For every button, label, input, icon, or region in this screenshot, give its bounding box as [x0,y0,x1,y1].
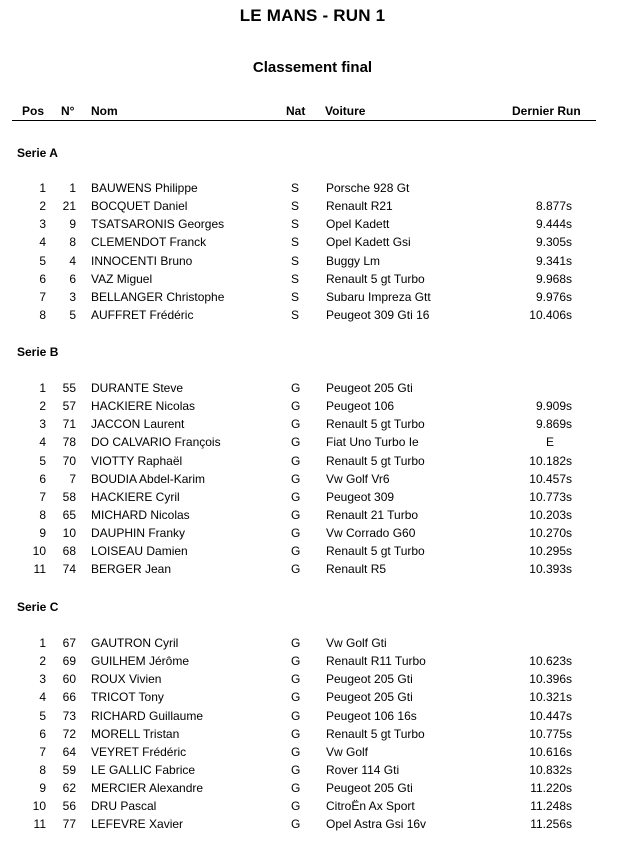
cell-num: 3 [69,289,76,304]
cell-nat: S [291,235,300,250]
cell-pos: 1 [39,181,46,195]
cell-num: 8 [69,235,76,250]
cell-nat: G [291,654,301,669]
cell-nom: VIOTTY Raphaël [91,453,183,468]
cell-nom: BAUWENS Philippe [91,181,198,195]
table-row [0,634,625,652]
cell-nat: G [291,744,301,759]
cell-nat: G [291,453,301,468]
table-row [0,779,625,797]
cell-nom: LEFEVRE Xavier [91,817,184,832]
header-nat: Nat [286,104,306,118]
cell-dernier-run: 9.305s [535,235,572,250]
cell-nat: G [291,672,301,687]
cell-nat: G [291,636,301,650]
table-row [0,415,625,433]
cell-dernier-run: 10.321s [529,690,572,705]
table-row [0,670,625,688]
cell-voiture: Peugeot 106 [326,399,395,414]
cell-nom: VAZ Miguel [91,271,153,286]
cell-pos: 10 [32,799,46,814]
cell-nat: S [291,271,300,286]
cell-voiture: Renault 5 gt Turbo [326,271,425,286]
cell-nat: S [291,253,300,268]
cell-dernier-run: 10.270s [529,526,572,541]
cell-nat: G [291,544,301,559]
cell-nat: G [291,435,301,450]
cell-voiture: Peugeot 205 Gti [326,672,413,687]
cell-nom: TSATSARONIS Georges [91,217,225,232]
table-row [0,270,625,288]
table-row [0,452,625,470]
serie-b-label: Serie B [17,345,59,359]
cell-nat: G [291,799,301,814]
cell-nom: MERCIER Alexandre [91,781,204,796]
cell-pos: 1 [39,381,46,395]
cell-voiture: Vw Corrado G60 [326,526,416,541]
cell-pos: 11 [33,562,46,577]
cell-dernier-run: E [545,435,554,450]
cell-voiture: Renault 5 gt Turbo [326,544,425,559]
header-dernier-run: Dernier Run [512,104,581,118]
cell-num: 67 [62,636,76,650]
cell-nat: G [291,381,301,395]
cell-num: 10 [62,526,76,541]
cell-num: 69 [62,654,76,669]
cell-pos: 7 [39,289,46,304]
cell-pos: 4 [39,435,46,450]
cell-pos: 6 [39,471,46,486]
table-header [0,104,625,120]
cell-num: 9 [69,217,76,232]
cell-voiture: Porsche 928 Gt [326,181,410,195]
table-row [0,560,625,578]
cell-num: 60 [62,672,76,687]
cell-num: 4 [69,253,76,268]
table-row [0,725,625,743]
table-row [0,252,625,270]
cell-pos: 2 [39,199,46,214]
cell-nat: S [291,181,300,195]
cell-pos: 5 [39,253,46,268]
cell-pos: 9 [39,781,46,796]
cell-nat: G [291,762,301,777]
cell-nat: G [291,507,301,522]
table-row [0,379,625,397]
cell-pos: 4 [39,690,46,705]
table-row [0,306,625,324]
cell-nat: S [291,307,300,322]
cell-pos: 3 [39,417,46,432]
cell-dernier-run: 10.396s [529,672,572,687]
table-row [0,179,625,197]
cell-voiture: Subaru Impreza Gtt [326,289,431,304]
cell-pos: 8 [39,762,46,777]
cell-nom: LOISEAU Damien [91,544,188,559]
cell-num: 7 [69,471,76,486]
cell-nom: BERGER Jean [91,562,172,577]
cell-num: 73 [62,708,76,723]
cell-nom: DURANTE Steve [91,381,184,395]
cell-dernier-run: 10.773s [529,489,572,504]
cell-dernier-run: 9.869s [535,417,572,432]
cell-num: 77 [62,817,76,832]
cell-dernier-run: 9.976s [535,289,572,304]
cell-dernier-run: 9.444s [535,217,572,232]
cell-dernier-run: 9.968s [535,271,572,286]
cell-num: 57 [62,399,76,414]
cell-dernier-run: 11.248s [530,799,572,814]
cell-pos: 5 [39,708,46,723]
cell-pos: 1 [39,636,46,650]
header-nom: Nom [91,104,118,118]
header-num: N° [61,104,75,118]
cell-pos: 9 [39,526,46,541]
cell-pos: 3 [39,217,46,232]
table-row [0,688,625,706]
cell-nom: JACCON Laurent [91,417,185,432]
cell-voiture: Renault 21 Turbo [326,507,419,522]
cell-dernier-run: 10.447s [529,708,572,723]
cell-pos: 5 [39,453,46,468]
table-row [0,743,625,761]
cell-nat: G [291,526,301,541]
cell-num: 71 [62,417,76,432]
cell-pos: 8 [39,507,46,522]
cell-nom: RICHARD Guillaume [91,708,204,723]
cell-nom: CLEMENDOT Franck [91,235,207,250]
cell-num: 5 [69,307,76,322]
cell-voiture: Renault R5 [326,562,387,577]
cell-num: 74 [62,562,76,577]
cell-num: 21 [62,199,76,214]
cell-pos: 11 [33,817,46,832]
cell-nat: G [291,817,301,832]
cell-nat: G [291,781,301,796]
cell-nom: BOUDIA Abdel-Karim [91,471,206,486]
cell-num: 72 [62,726,76,741]
cell-nom: HACKIERE Nicolas [91,399,196,414]
header-voiture: Voiture [325,104,366,118]
cell-pos: 7 [39,489,46,504]
cell-nat: S [291,217,300,232]
cell-num: 58 [62,489,76,504]
cell-voiture: Opel Kadett [326,217,390,232]
cell-nat: G [291,690,301,705]
cell-num: 6 [69,271,76,286]
cell-dernier-run: 10.393s [529,562,572,577]
header-pos: Pos [22,104,45,118]
cell-dernier-run: 10.832s [529,762,572,777]
table-row [0,433,625,451]
cell-dernier-run: 9.341s [535,253,572,268]
cell-nat: S [291,289,300,304]
cell-num: 66 [62,690,76,705]
cell-voiture: Peugeot 205 Gti [326,690,413,705]
cell-dernier-run: 9.909s [535,399,572,414]
table-row [0,524,625,542]
cell-num: 56 [62,799,76,814]
page-title: LE MANS - RUN 1 [239,6,386,25]
serie-c-label: Serie C [17,600,59,614]
cell-voiture: Renault 5 gt Turbo [326,453,425,468]
cell-voiture: Vw Golf Vr6 [326,471,390,486]
cell-nat: G [291,417,301,432]
cell-dernier-run: 10.616s [529,744,572,759]
cell-nom: DO CALVARIO François [91,435,221,450]
cell-dernier-run: 10.775s [529,726,572,741]
cell-nom: LE GALLIC Fabrice [91,762,196,777]
table-row [0,815,625,833]
cell-num: 78 [62,435,76,450]
cell-num: 55 [62,381,76,395]
cell-dernier-run: 11.256s [530,817,572,832]
cell-voiture: Renault 5 gt Turbo [326,726,425,741]
table-row [0,506,625,524]
cell-nat: S [291,199,300,214]
cell-dernier-run: 10.203s [529,507,572,522]
cell-nom: DAUPHIN Franky [91,526,186,541]
cell-voiture: Buggy Lm [326,253,381,268]
cell-num: 70 [62,453,76,468]
cell-dernier-run: 10.623s [529,654,572,669]
table-row [0,488,625,506]
cell-nom: GUILHEM Jérôme [91,654,190,669]
cell-voiture: Renault R21 [326,199,393,214]
cell-nom: BELLANGER Christophe [91,289,225,304]
cell-dernier-run: 10.182s [529,453,572,468]
cell-pos: 10 [32,544,46,559]
cell-num: 62 [62,781,76,796]
cell-voiture: Rover 114 Gti [326,762,400,777]
cell-pos: 6 [39,271,46,286]
cell-voiture: Peugeot 309 [326,489,395,504]
cell-voiture: Peugeot 309 Gti 16 [326,307,430,322]
cell-pos: 2 [39,654,46,669]
cell-pos: 2 [39,399,46,414]
cell-nat: G [291,726,301,741]
table-row [0,542,625,560]
cell-nat: G [291,399,301,414]
cell-nom: AUFFRET Frédéric [91,307,194,322]
cell-nom: BOCQUET Daniel [91,199,188,214]
cell-dernier-run: 11.220s [530,781,572,796]
cell-nom: MICHARD Nicolas [91,507,190,522]
cell-nat: G [291,562,301,577]
cell-voiture: Opel Kadett Gsi [326,235,411,250]
cell-nom: MORELL Tristan [91,726,180,741]
table-row [0,233,625,251]
serie-a-label: Serie A [17,146,58,160]
cell-voiture: Fiat Uno Turbo Ie [326,435,419,450]
cell-pos: 7 [39,744,46,759]
cell-pos: 6 [39,726,46,741]
cell-num: 59 [62,762,76,777]
table-row [0,197,625,215]
cell-num: 1 [69,181,76,195]
cell-num: 68 [62,544,76,559]
cell-nom: DRU Pascal [91,799,157,814]
cell-voiture: CitroËn Ax Sport [326,799,415,814]
cell-nom: GAUTRON Cyril [91,636,179,650]
cell-dernier-run: 10.457s [529,471,572,486]
cell-voiture: Vw Golf Gti [326,636,387,650]
cell-voiture: Renault R11 Turbo [326,654,426,669]
cell-nom: INNOCENTI Bruno [91,253,193,268]
table-row [0,470,625,488]
serie-c-table [0,634,625,834]
cell-dernier-run: 8.877s [535,199,572,214]
cell-num: 65 [62,507,76,522]
header-divider [12,120,596,121]
page-subtitle: Classement final [252,59,373,76]
serie-a-table [0,179,625,324]
table-row [0,215,625,233]
cell-nom: TRICOT Tony [91,690,164,705]
cell-dernier-run: 10.406s [529,307,572,322]
cell-voiture: Peugeot 205 Gti [326,781,413,796]
table-row [0,652,625,670]
cell-pos: 8 [39,307,46,322]
cell-nat: G [291,471,301,486]
cell-pos: 3 [39,672,46,687]
cell-voiture: Opel Astra Gsi 16v [326,817,427,832]
cell-voiture: Vw Golf [326,744,369,759]
cell-pos: 4 [39,235,46,250]
cell-nom: ROUX Vivien [91,672,162,687]
cell-voiture: Peugeot 106 16s [326,708,417,723]
serie-b-table [0,379,625,579]
cell-num: 64 [62,744,76,759]
table-row [0,797,625,815]
table-row [0,707,625,725]
cell-dernier-run: 10.295s [529,544,572,559]
cell-voiture: Peugeot 205 Gti [326,381,413,395]
cell-nat: G [291,708,301,723]
table-row [0,397,625,415]
table-row [0,288,625,306]
cell-nom: VEYRET Frédéric [91,744,187,759]
cell-voiture: Renault 5 gt Turbo [326,417,425,432]
table-row [0,761,625,779]
cell-nom: HACKIERE Cyril [91,489,180,504]
cell-nat: G [291,489,301,504]
